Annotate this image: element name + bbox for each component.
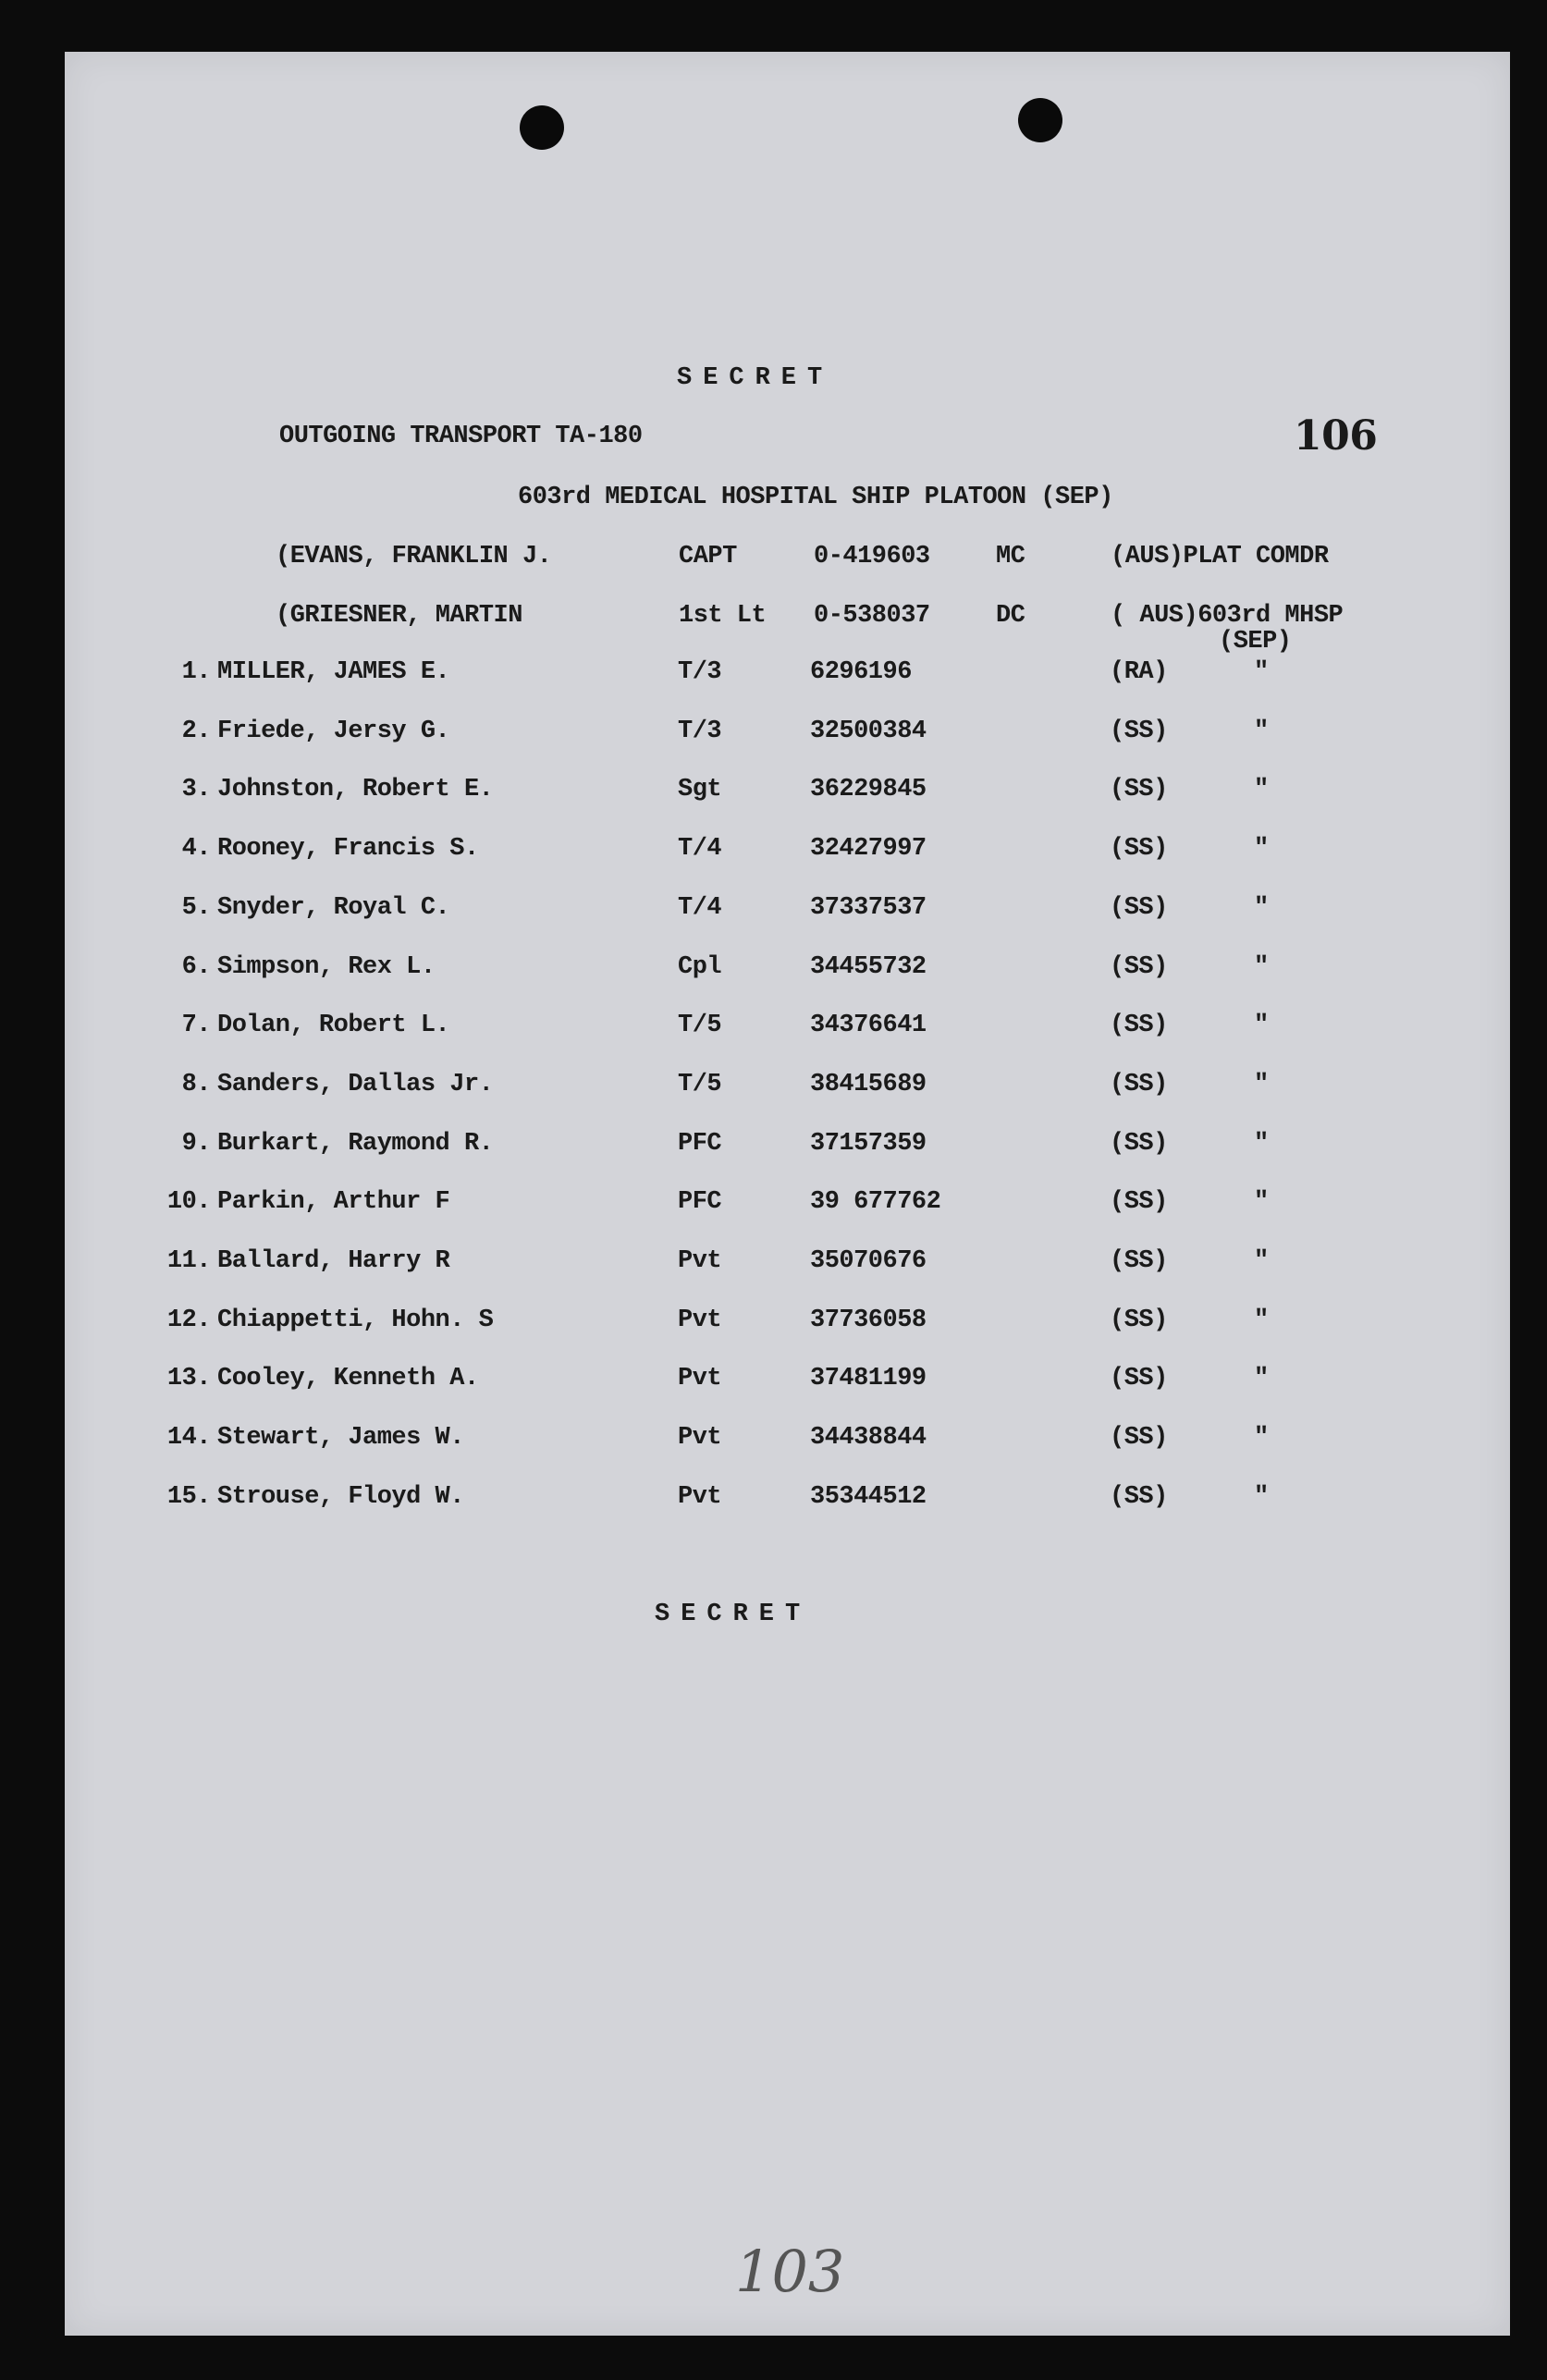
roster-name: Snyder, Royal C. <box>217 893 450 922</box>
officer-status-sep: (SEP) <box>1219 628 1292 656</box>
roster-number: 5. <box>181 893 211 922</box>
roster-serial: 34376641 <box>810 1012 927 1040</box>
officer-rank: CAPT <box>679 543 737 570</box>
roster-serial: 35070676 <box>810 1247 927 1275</box>
roster-name: MILLER, JAMES E. <box>217 658 450 686</box>
roster-status: (SS) <box>1110 1424 1168 1453</box>
roster-rank: PFC <box>678 1188 722 1217</box>
roster-name: Sanders, Dallas Jr. <box>217 1070 494 1098</box>
roster-rank: Pvt <box>678 1482 722 1511</box>
roster-serial: 37736058 <box>810 1306 927 1334</box>
roster-serial: 36229845 <box>810 776 927 804</box>
officer-corps: MC <box>996 543 1025 570</box>
roster-status: (SS) <box>1110 1306 1168 1334</box>
roster-ditto: " <box>1254 952 1269 981</box>
officer-serial: 0-538037 <box>814 602 930 630</box>
roster-number: 6. <box>181 952 211 981</box>
page-number: 106 <box>1294 412 1378 460</box>
roster-number: 7. <box>181 1012 211 1040</box>
roster-rank: T/3 <box>678 658 722 686</box>
roster-ditto: " <box>1254 776 1269 804</box>
roster-number: 13. <box>166 1365 211 1393</box>
roster-status: (SS) <box>1110 893 1168 922</box>
roster-name: Simpson, Rex L. <box>217 952 436 981</box>
roster-name: Ballard, Harry R <box>217 1247 450 1275</box>
roster-number: 11. <box>166 1247 211 1275</box>
roster-serial: 37481199 <box>810 1365 927 1393</box>
roster-serial: 34455732 <box>810 952 927 981</box>
roster-status: (SS) <box>1110 1482 1168 1511</box>
roster-rank: T/4 <box>678 893 722 922</box>
classification-top: SECRET <box>677 364 834 392</box>
roster-ditto: " <box>1254 1129 1269 1158</box>
roster-ditto: " <box>1254 717 1269 745</box>
officer-serial: 0-419603 <box>814 543 930 570</box>
roster-ditto: " <box>1254 835 1269 864</box>
roster-name: Friede, Jersy G. <box>217 717 450 745</box>
punch-hole <box>520 105 564 150</box>
roster-status: (SS) <box>1110 776 1168 804</box>
handwritten-number: 103 <box>735 2238 845 2305</box>
roster-status: (SS) <box>1110 952 1168 981</box>
roster-ditto: " <box>1254 1306 1269 1334</box>
roster-serial: 6296196 <box>810 658 912 686</box>
roster-rank: Pvt <box>678 1306 722 1334</box>
roster-name: Burkart, Raymond R. <box>217 1129 494 1158</box>
roster-number: 1. <box>181 658 211 686</box>
transport-title: OUTGOING TRANSPORT TA-180 <box>279 423 643 450</box>
punch-hole <box>1018 98 1062 142</box>
officer-status: ( AUS)603rd MHSP <box>1111 602 1344 630</box>
roster-ditto: " <box>1254 658 1269 686</box>
roster-ditto: " <box>1254 1247 1269 1275</box>
roster-rank: T/3 <box>678 717 722 745</box>
roster-number: 10. <box>166 1188 211 1217</box>
roster-status: (SS) <box>1110 835 1168 864</box>
roster-serial: 32500384 <box>810 717 927 745</box>
roster-rank: T/5 <box>678 1070 722 1098</box>
roster-name: Stewart, James W. <box>217 1424 464 1453</box>
roster-number: 12. <box>166 1306 211 1334</box>
roster-name: Chiappetti, Hohn. S <box>217 1306 494 1334</box>
roster-rank: PFC <box>678 1129 722 1158</box>
roster-rank: Sgt <box>678 776 722 804</box>
roster-number: 14. <box>166 1424 211 1453</box>
roster-number: 9. <box>181 1129 211 1158</box>
roster-name: Parkin, Arthur F <box>217 1188 450 1217</box>
officer-name: (EVANS, FRANKLIN J. <box>276 543 552 570</box>
roster-rank: Cpl <box>678 952 722 981</box>
roster-rank: Pvt <box>678 1247 722 1275</box>
roster-serial: 37157359 <box>810 1129 927 1158</box>
roster-ditto: " <box>1254 893 1269 922</box>
roster-status: (SS) <box>1110 1070 1168 1098</box>
roster-rank: Pvt <box>678 1365 722 1393</box>
roster-name: Strouse, Floyd W. <box>217 1482 464 1511</box>
roster-status: (SS) <box>1110 1129 1168 1158</box>
roster-serial: 32427997 <box>810 835 927 864</box>
roster-name: Johnston, Robert E. <box>217 776 494 804</box>
roster-number: 8. <box>181 1070 211 1098</box>
roster-serial: 35344512 <box>810 1482 927 1511</box>
roster-serial: 39 677762 <box>810 1188 941 1217</box>
roster-name: Cooley, Kenneth A. <box>217 1365 479 1393</box>
officer-rank: 1st Lt <box>679 602 767 630</box>
roster-status: (RA) <box>1110 658 1168 686</box>
unit-title: 603rd MEDICAL HOSPITAL SHIP PLATOON (SEP) <box>518 484 1113 511</box>
roster-ditto: " <box>1254 1424 1269 1453</box>
roster-status: (SS) <box>1110 1188 1168 1217</box>
roster-name: Dolan, Robert L. <box>217 1012 450 1040</box>
roster-rank: Pvt <box>678 1424 722 1453</box>
roster-name: Rooney, Francis S. <box>217 835 479 864</box>
officer-status: (AUS)PLAT COMDR <box>1111 543 1329 570</box>
roster-ditto: " <box>1254 1482 1269 1511</box>
roster-rank: T/4 <box>678 835 722 864</box>
roster-number: 2. <box>181 717 211 745</box>
roster-serial: 34438844 <box>810 1424 927 1453</box>
roster-number: 4. <box>181 835 211 864</box>
roster-ditto: " <box>1254 1365 1269 1393</box>
officer-name: (GRIESNER, MARTIN <box>276 602 522 630</box>
roster-ditto: " <box>1254 1070 1269 1098</box>
roster-status: (SS) <box>1110 1247 1168 1275</box>
roster-status: (SS) <box>1110 1365 1168 1393</box>
roster-serial: 38415689 <box>810 1070 927 1098</box>
roster-serial: 37337537 <box>810 893 927 922</box>
roster-ditto: " <box>1254 1188 1269 1217</box>
classification-bottom: SECRET <box>655 1601 812 1628</box>
roster-number: 3. <box>181 776 211 804</box>
roster-ditto: " <box>1254 1012 1269 1040</box>
roster-number: 15. <box>166 1482 211 1511</box>
roster-rank: T/5 <box>678 1012 722 1040</box>
officer-corps: DC <box>996 602 1025 630</box>
roster-status: (SS) <box>1110 1012 1168 1040</box>
roster-status: (SS) <box>1110 717 1168 745</box>
